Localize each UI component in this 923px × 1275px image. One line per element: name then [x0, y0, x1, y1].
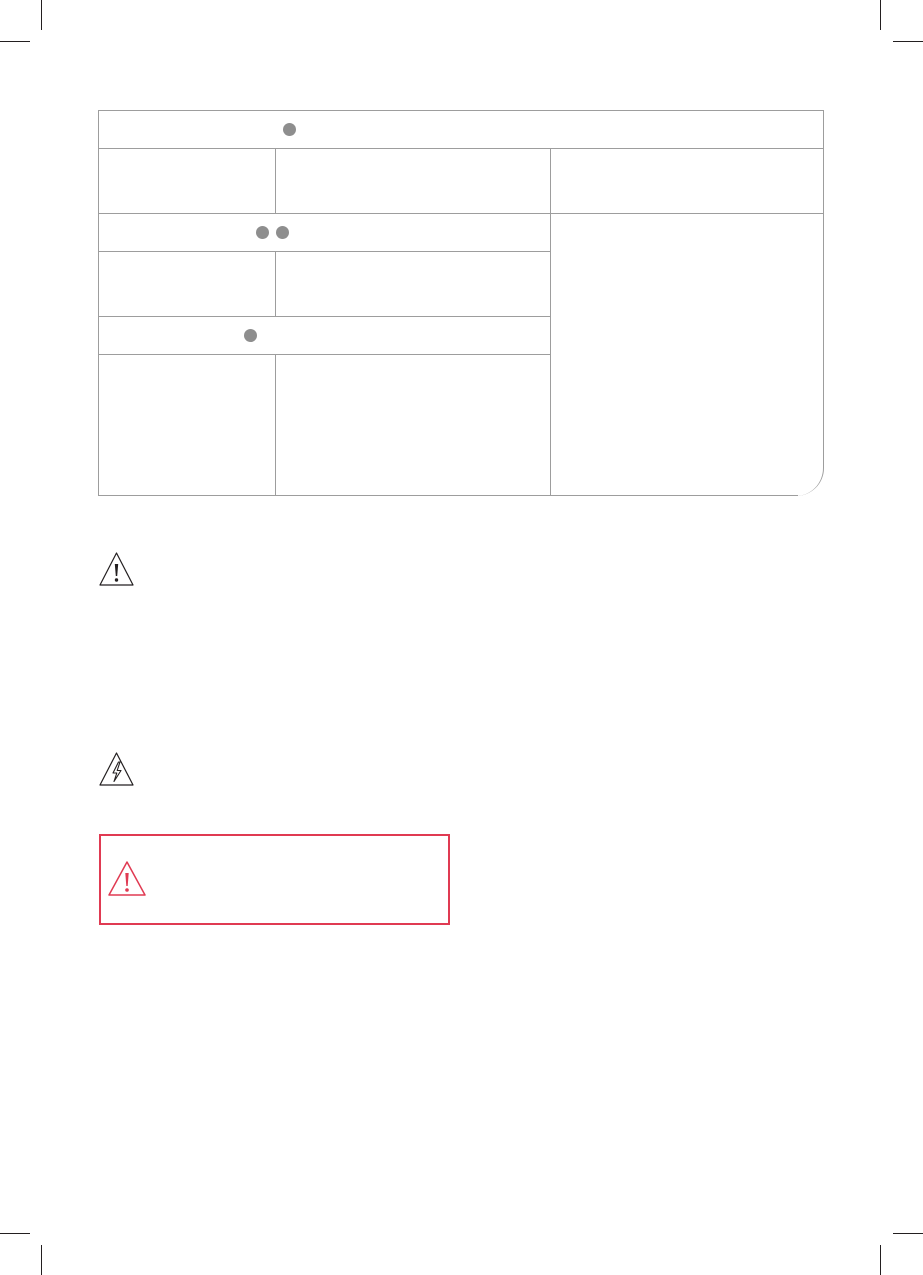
crop-mark-bottom-left-v [41, 1245, 42, 1275]
warning-box [99, 834, 450, 925]
row-rule-1 [98, 148, 824, 149]
crop-mark-top-right-h [893, 41, 923, 42]
crop-mark-bottom-right-h [893, 1233, 923, 1234]
crop-mark-top-right-v [880, 0, 881, 30]
section-a-marker [283, 123, 296, 136]
warning-triangle-icon [98, 551, 135, 588]
row-rule-2 [98, 213, 824, 214]
spec-table [98, 110, 824, 496]
row-rule-5 [98, 354, 550, 355]
row-rule-4 [98, 316, 550, 317]
row-rule-3 [98, 251, 550, 252]
crop-mark-bottom-left-h [0, 1233, 30, 1234]
col-rule-1c [275, 354, 276, 496]
crop-mark-top-left-h [0, 41, 30, 42]
col-rule-1a [275, 148, 276, 213]
electric-hazard-icon [98, 751, 135, 788]
col-rule-2a [550, 148, 551, 496]
crop-mark-top-left-v [41, 0, 42, 30]
col-rule-1b [275, 251, 276, 316]
section-b-marker-1 [256, 226, 269, 239]
crop-mark-bottom-right-v [880, 1245, 881, 1275]
section-b-marker-2 [276, 226, 289, 239]
section-c-marker [244, 329, 257, 342]
warning-triangle-icon [107, 860, 147, 898]
table-bottom-rule [98, 495, 798, 496]
